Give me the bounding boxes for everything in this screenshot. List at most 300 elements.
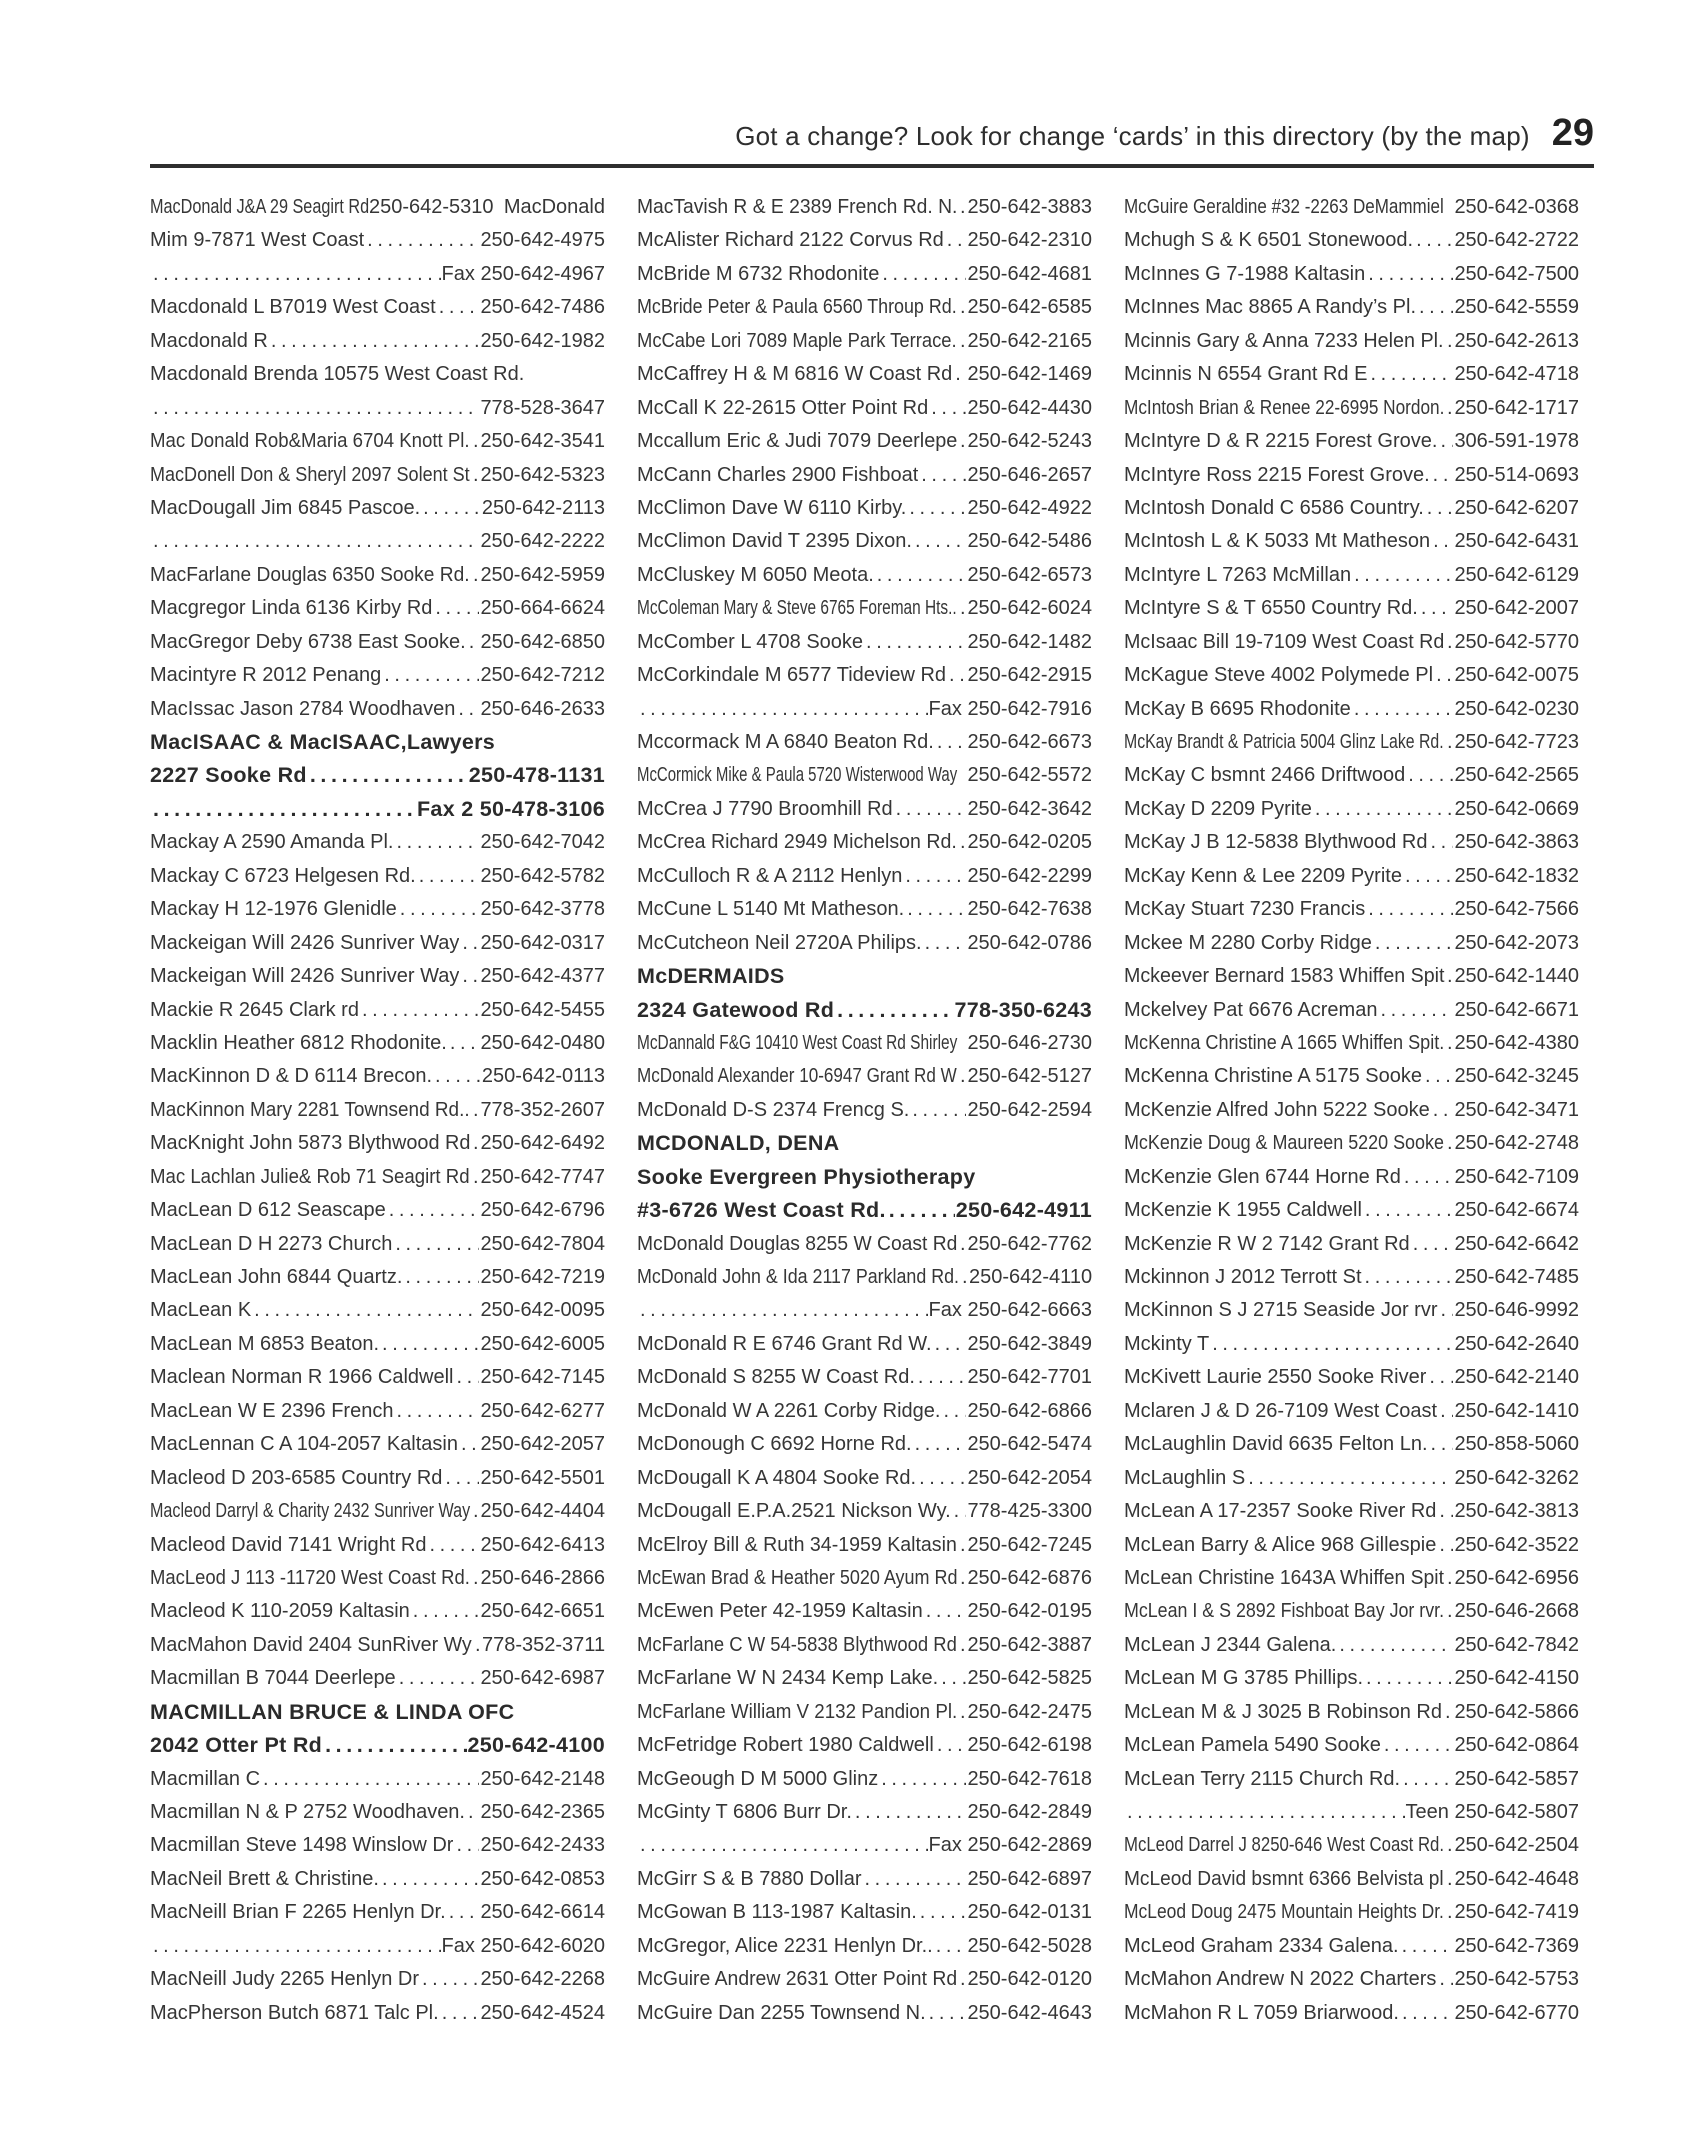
entry-phone: 250-642-0195 bbox=[967, 1600, 1092, 1623]
directory-entry bbox=[1124, 1428, 1579, 1461]
directory-entry bbox=[1124, 1094, 1579, 1127]
directory-entry bbox=[1124, 1328, 1579, 1361]
entry-phone: 250-642-2849 bbox=[967, 1801, 1092, 1823]
entry-phone: 250-642-5770 bbox=[1454, 630, 1579, 653]
entry-phone: 250-642-0786 bbox=[967, 931, 1092, 954]
dot-leader bbox=[1421, 592, 1454, 625]
entry-phone: 250-642-7419 bbox=[1454, 1901, 1579, 1924]
entry-name: Mcinnis N 6554 Grant Rd E bbox=[1124, 363, 1368, 386]
entry-name: Mac Lachlan Julie& Rob 71 Seagirt Rd bbox=[150, 1165, 470, 1188]
entry-phone: 250-642-5825 bbox=[967, 1667, 1092, 1690]
entry-name: McCune L 5140 Mt Matheson. bbox=[637, 898, 905, 921]
dot-leader bbox=[919, 1462, 966, 1495]
dot-leader bbox=[473, 1495, 479, 1528]
dot-leader bbox=[445, 1462, 479, 1495]
dot-leader bbox=[936, 1930, 967, 1963]
entry-phone: 250-642-2594 bbox=[967, 1098, 1092, 1121]
directory-entry bbox=[1124, 659, 1579, 692]
entry-phone: Fax 250-642-7916 bbox=[928, 697, 1092, 720]
dot-leader bbox=[1365, 1194, 1454, 1227]
entry-phone: 250-642-1440 bbox=[1454, 965, 1579, 988]
dot-leader bbox=[473, 459, 479, 492]
directory-entry bbox=[637, 1796, 1092, 1829]
directory-entry bbox=[150, 1228, 605, 1261]
dot-leader bbox=[389, 1194, 480, 1227]
directory-entry bbox=[1124, 726, 1579, 759]
directory-entry bbox=[150, 1428, 605, 1461]
dot-leader bbox=[1315, 793, 1454, 826]
entry-phone: 250-642-2165 bbox=[967, 329, 1092, 352]
dot-leader bbox=[473, 1562, 479, 1595]
dot-leader bbox=[405, 1261, 479, 1294]
entry-phone: 250-642-4643 bbox=[967, 2001, 1092, 2024]
directory-entry bbox=[637, 1228, 1092, 1261]
entry-phone: 250-642-4648 bbox=[1454, 1867, 1579, 1890]
entry-phone: 250-642-6413 bbox=[480, 1533, 605, 1556]
entry-phone: 250-642-6431 bbox=[1454, 530, 1579, 553]
entry-phone: 250-642-3541 bbox=[480, 430, 605, 453]
directory-entry bbox=[150, 626, 605, 659]
entry-phone: 250-642-5753 bbox=[1454, 1968, 1579, 1991]
entry-phone: 250-642-2748 bbox=[1454, 1132, 1579, 1155]
directory-entry bbox=[150, 559, 605, 592]
entry-name: McKenzie Glen 6744 Horne Rd bbox=[1124, 1165, 1401, 1188]
dot-leader bbox=[837, 994, 953, 1027]
directory-entry bbox=[637, 726, 1092, 759]
entry-phone: 250-642-7566 bbox=[1454, 898, 1579, 921]
directory-entry bbox=[1124, 1696, 1579, 1729]
entry-phone: 250-642-7486 bbox=[480, 296, 605, 319]
dot-leader bbox=[473, 1127, 479, 1160]
directory-entry bbox=[637, 927, 1092, 960]
directory-entry bbox=[150, 1328, 605, 1361]
entry-name: McCabe Lori 7089 Maple Park Terrace. bbox=[637, 329, 957, 352]
dot-leader bbox=[640, 693, 928, 726]
dot-leader bbox=[960, 1529, 966, 1562]
directory-entry bbox=[150, 960, 605, 993]
directory-entry bbox=[1124, 1161, 1579, 1194]
dot-leader bbox=[1127, 1796, 1405, 1829]
entry-name: McLeod Darrel J 8250-646 West Coast Rd. bbox=[1124, 1834, 1445, 1857]
entry-name: McLean Barry & Alice 968 Gillespie bbox=[1124, 1533, 1437, 1556]
entry-phone: 250-478-1131 bbox=[468, 763, 605, 788]
entry-name: McKay Brandt & Patricia 5004 Glinz Lake Rd. bbox=[1124, 731, 1444, 753]
dot-leader bbox=[1354, 693, 1454, 726]
dot-leader bbox=[921, 459, 966, 492]
dot-leader bbox=[458, 693, 479, 726]
directory-entry bbox=[150, 492, 605, 525]
entry-phone: 250-642-6492 bbox=[480, 1132, 605, 1155]
entry-phone: 250-642-2365 bbox=[480, 1801, 605, 1823]
entry-phone: 250-642-3522 bbox=[1454, 1533, 1579, 1556]
entry-phone: 250-646-2866 bbox=[480, 1566, 605, 1589]
entry-name: McIntyre Ross 2215 Forest Grove. bbox=[1124, 463, 1430, 486]
dot-leader bbox=[1248, 1462, 1453, 1495]
dot-leader bbox=[439, 291, 480, 324]
directory-entry bbox=[150, 291, 605, 324]
directory-entry bbox=[150, 893, 605, 926]
directory-entry bbox=[637, 1328, 1092, 1361]
directory-entry bbox=[637, 358, 1092, 391]
dot-leader bbox=[1447, 1829, 1453, 1862]
entry-phone: 250-642-5559 bbox=[1454, 296, 1579, 319]
directory-entry bbox=[637, 559, 1092, 592]
entry-name: McDougall K A 4804 Sooke Rd. bbox=[637, 1466, 917, 1489]
entry-phone: 250-642-6850 bbox=[480, 630, 605, 653]
entry-name: McLeod Doug 2475 Mountain Heights Dr. bbox=[1124, 1901, 1444, 1924]
dot-leader bbox=[960, 1696, 966, 1729]
dot-leader bbox=[254, 1294, 479, 1327]
dot-leader bbox=[1447, 1863, 1453, 1896]
directory-entry bbox=[637, 1027, 1092, 1060]
entry-name: MACMILLAN BRUCE & LINDA OFC bbox=[150, 1699, 515, 1724]
entry-phone: 250-642-6642 bbox=[1454, 1232, 1579, 1255]
entry-phone: 250-642-6198 bbox=[967, 1734, 1092, 1757]
dot-leader bbox=[153, 793, 416, 826]
dot-leader bbox=[1354, 559, 1453, 592]
entry-phone: 250-642-1717 bbox=[1454, 396, 1579, 419]
entry-phone: 250-642-2475 bbox=[967, 1700, 1092, 1723]
directory-entry bbox=[1124, 559, 1579, 592]
entry-phone: 250-642-4922 bbox=[967, 496, 1092, 519]
entry-name: McComber L 4708 Sooke bbox=[637, 630, 864, 653]
entry-phone: 250-642-7842 bbox=[1454, 1633, 1579, 1656]
entry-phone: 250-642-4718 bbox=[1454, 363, 1579, 386]
entry-name: Mckinnon J 2012 Terrott St bbox=[1124, 1266, 1362, 1288]
entry-phone: 250-642-0864 bbox=[1454, 1734, 1579, 1757]
entry-name: Macklin Heather 6812 Rhodonite. bbox=[150, 1031, 447, 1054]
entry-phone: 250-642-0669 bbox=[1454, 797, 1579, 820]
directory-entry bbox=[637, 1294, 1092, 1327]
entry-name: McGinty T 6806 Burr Dr. bbox=[637, 1801, 852, 1823]
directory-entry bbox=[637, 325, 1092, 358]
directory-entry bbox=[150, 592, 605, 625]
directory-entry bbox=[150, 793, 605, 826]
dot-leader bbox=[1416, 224, 1453, 257]
directory-entry bbox=[150, 994, 605, 1027]
entry-phone: 250-642-7212 bbox=[480, 664, 605, 687]
directory-entry bbox=[150, 459, 605, 492]
dot-leader bbox=[153, 1930, 441, 1963]
directory-entry bbox=[150, 1060, 605, 1093]
dot-leader bbox=[1447, 726, 1453, 759]
entry-name: Mackeigan Will 2426 Sunriver Way bbox=[150, 931, 460, 954]
entry-name: McKenna Christine A 5175 Sooke bbox=[1124, 1065, 1422, 1088]
entry-phone: 250-642-3883 bbox=[967, 196, 1092, 218]
entry-phone: 250-642-0113 bbox=[481, 1065, 605, 1088]
entry-name: McKenzie K 1955 Caldwell bbox=[1124, 1199, 1362, 1222]
dot-leader bbox=[955, 358, 966, 391]
entry-name: McMahon R L 7059 Briarwood. bbox=[1124, 2001, 1399, 2024]
entry-phone: 250-642-7109 bbox=[1454, 1165, 1579, 1188]
entry-phone: 250-858-5060 bbox=[1454, 1433, 1579, 1456]
dot-leader bbox=[1447, 1562, 1453, 1595]
directory-entry bbox=[1124, 325, 1579, 358]
entry-name: McDERMAIDS bbox=[637, 964, 785, 989]
dot-leader bbox=[473, 1161, 479, 1194]
directory-entry bbox=[637, 994, 1092, 1027]
directory-entry bbox=[150, 1361, 605, 1394]
directory-entry bbox=[637, 1495, 1092, 1528]
entry-name: McLean I & S 2892 Fishboat Bay Jor rvr. bbox=[1124, 1600, 1445, 1623]
header-rule bbox=[150, 164, 1594, 168]
directory-entry bbox=[637, 793, 1092, 826]
entry-phone: 250-642-2054 bbox=[967, 1466, 1092, 1489]
entry-phone: 250-642-5127 bbox=[967, 1065, 1092, 1088]
entry-name: Mackay C 6723 Helgesen Rd. bbox=[150, 864, 416, 887]
directory-entry bbox=[150, 1395, 605, 1428]
directory-entry bbox=[1124, 191, 1579, 224]
entry-name: MacKinnon D & D 6114 Brecon. bbox=[150, 1065, 433, 1088]
entry-phone: 250-642-5243 bbox=[967, 430, 1092, 453]
entry-phone: 250-642-5028 bbox=[967, 1934, 1092, 1957]
entry-phone: 250-642-5866 bbox=[1454, 1700, 1579, 1723]
entry-phone: 250-646-2633 bbox=[480, 697, 605, 720]
dot-leader bbox=[473, 425, 479, 458]
entry-name: MacLean K bbox=[150, 1299, 252, 1322]
directory-entry bbox=[637, 392, 1092, 425]
entry-name: MCDONALD, DENA bbox=[637, 1131, 840, 1156]
entry-phone: 250-642-2310 bbox=[967, 229, 1092, 252]
entry-name: McLean A 17-2357 Sooke River Rd bbox=[1124, 1500, 1437, 1523]
entry-name: McKay D 2209 Pyrite bbox=[1124, 797, 1312, 820]
directory-entry bbox=[1124, 1228, 1579, 1261]
directory-entry bbox=[150, 1963, 605, 1996]
entry-name: McIntosh Donald C 6586 Country. bbox=[1124, 496, 1424, 519]
entry-name: McKenna Christine A 1665 Whiffen Spit. bbox=[1124, 1031, 1445, 1054]
directory-entry bbox=[1124, 626, 1579, 659]
directory-entry bbox=[150, 1896, 605, 1929]
dot-leader bbox=[153, 525, 479, 558]
directory-entry bbox=[150, 1027, 605, 1060]
directory-entry bbox=[637, 1729, 1092, 1762]
dot-leader bbox=[1403, 1763, 1453, 1796]
entry-name: McClimon Dave W 6110 Kirby. bbox=[637, 496, 907, 519]
entry-name: McInnes Mac 8865 A Randy’s Pl. bbox=[1124, 296, 1417, 319]
entry-name: McGuire Andrew 2631 Otter Point Rd bbox=[637, 1968, 958, 1991]
directory-entry bbox=[637, 893, 1092, 926]
entry-phone: 250-642-5310 bbox=[369, 196, 494, 218]
entry-phone: Teen 250-642-5807 bbox=[1405, 1801, 1579, 1823]
entry-name: 2324 Gatewood Rd bbox=[637, 997, 835, 1022]
directory-entry bbox=[150, 358, 605, 391]
dot-leader bbox=[1447, 626, 1453, 659]
dot-leader bbox=[960, 1963, 966, 1996]
entry-name: McIntosh Brian & Renee 22-6995 Nordon. bbox=[1124, 396, 1445, 419]
entry-phone: 250-642-3262 bbox=[1454, 1466, 1579, 1489]
entry-name: MacLean M 6853 Beaton. bbox=[150, 1332, 380, 1355]
entry-name: McKay Stuart 7230 Francis bbox=[1124, 898, 1366, 921]
directory-entry bbox=[150, 826, 605, 859]
entry-phone: 250-642-0317 bbox=[480, 931, 605, 954]
dot-leader bbox=[435, 1060, 481, 1093]
entry-phone: 250-642-5572 bbox=[967, 764, 1092, 787]
dot-leader bbox=[1439, 1529, 1453, 1562]
entry-name: McKenzie R W 2 7142 Grant Rd bbox=[1124, 1232, 1410, 1255]
entry-phone: 250-642-6987 bbox=[480, 1667, 605, 1690]
directory-entry bbox=[150, 860, 605, 893]
entry-phone: 250-646-9992 bbox=[1454, 1299, 1579, 1322]
entry-name: McDonald Alexander 10-6947 Grant Rd W bbox=[637, 1065, 957, 1088]
dot-leader bbox=[1380, 994, 1453, 1027]
directory-entry bbox=[1124, 1997, 1579, 2030]
directory-entry bbox=[1124, 1529, 1579, 1562]
entry-name: McClimon David T 2395 Dixon. bbox=[637, 530, 912, 553]
entry-name: McKay C bsmnt 2466 Driftwood bbox=[1124, 764, 1406, 787]
entry-name: Macgregor Linda 6136 Kirby Rd bbox=[150, 597, 433, 620]
directory-entry bbox=[1124, 1629, 1579, 1662]
dot-leader bbox=[1447, 392, 1453, 425]
dot-leader bbox=[865, 1863, 967, 1896]
entry-phone: 250-642-5782 bbox=[480, 864, 605, 887]
directory-entry bbox=[637, 1127, 1092, 1160]
entry-name: MacDougall Jim 6845 Pascoe. bbox=[150, 496, 421, 519]
entry-name: McCall K 22-2615 Otter Point Rd bbox=[637, 396, 929, 419]
entry-phone: 250-642-0853 bbox=[480, 1867, 605, 1890]
entry-phone: Fax 250-642-4967 bbox=[441, 262, 605, 285]
entry-phone: 250-642-6024 bbox=[967, 597, 1092, 620]
directory-entry bbox=[637, 258, 1092, 291]
directory-entry bbox=[150, 1997, 605, 2030]
entry-phone: 250-642-4377 bbox=[480, 965, 605, 988]
entry-phone: 306-591-1978 bbox=[1454, 430, 1579, 453]
dot-leader bbox=[877, 559, 967, 592]
dot-leader bbox=[263, 1763, 479, 1796]
dot-leader bbox=[1431, 826, 1454, 859]
directory-entry bbox=[637, 860, 1092, 893]
entry-phone: Fax 250-642-6663 bbox=[928, 1299, 1092, 1322]
entry-name: McCormick Mike & Paula 5720 Wisterwood Way bbox=[637, 764, 958, 787]
directory-entry bbox=[150, 1763, 605, 1796]
directory-entry bbox=[637, 1261, 1092, 1294]
entry-name: MacLean W E 2396 French bbox=[150, 1399, 394, 1422]
entry-phone: 250-642-5474 bbox=[967, 1433, 1092, 1456]
dot-leader bbox=[1366, 1662, 1453, 1695]
entry-phone: 250-642-4524 bbox=[480, 2001, 605, 2024]
entry-phone: 250-642-6897 bbox=[967, 1867, 1092, 1890]
dot-leader bbox=[881, 1763, 966, 1796]
dot-leader bbox=[866, 626, 966, 659]
dot-leader bbox=[896, 793, 967, 826]
directory-entry bbox=[637, 1161, 1092, 1194]
directory-entry bbox=[1124, 358, 1579, 391]
entry-name: McFarlane C W 54-5838 Blythwood Rd bbox=[637, 1633, 957, 1656]
entry-name: MacMahon David 2404 SunRiver Wy bbox=[150, 1633, 472, 1656]
entry-phone: 250-642-1982 bbox=[480, 329, 605, 352]
entry-name: McKenzie Alfred John 5222 Sooke bbox=[1124, 1098, 1430, 1121]
entry-phone: 250-514-0693 bbox=[1454, 463, 1579, 486]
entry-phone: 250-642-2613 bbox=[1454, 329, 1579, 352]
entry-name: McInnes G 7-1988 Kaltasin bbox=[1124, 262, 1366, 285]
entry-name: McGuire Dan 2255 Townsend N. bbox=[637, 2001, 926, 2024]
dot-leader bbox=[153, 392, 479, 425]
dot-leader bbox=[1447, 960, 1453, 993]
entry-phone: 250-642-1832 bbox=[1454, 864, 1579, 887]
entry-phone: 250-642-7638 bbox=[967, 898, 1092, 921]
dot-leader bbox=[882, 258, 966, 291]
entry-name: Macleod D 203-6585 Country Rd bbox=[150, 1466, 443, 1489]
entry-phone: 250-642-4404 bbox=[480, 1500, 605, 1523]
entry-name: McLaughlin David 6635 Felton Ln. bbox=[1124, 1433, 1428, 1456]
dot-leader bbox=[931, 392, 966, 425]
directory-entry bbox=[150, 1462, 605, 1495]
directory-entry bbox=[637, 1863, 1092, 1896]
directory-entry bbox=[150, 1829, 605, 1862]
entry-phone: 250-642-7747 bbox=[480, 1165, 605, 1188]
directory-column-2 bbox=[637, 191, 1092, 2030]
dot-leader bbox=[1368, 258, 1453, 291]
directory-entry bbox=[637, 1060, 1092, 1093]
entry-name: Mckinty T bbox=[1124, 1332, 1210, 1355]
dot-leader bbox=[271, 325, 480, 358]
directory-entry bbox=[1124, 1027, 1579, 1060]
entry-name: McCorkindale M 6577 Tideview Rd bbox=[637, 664, 947, 687]
dot-leader bbox=[310, 759, 468, 792]
directory-entry bbox=[1124, 1361, 1579, 1394]
entry-phone: 250-642-2504 bbox=[1454, 1834, 1579, 1857]
entry-phone: 250-642-5959 bbox=[480, 563, 605, 586]
dot-leader bbox=[1408, 759, 1453, 792]
entry-phone: 250-642-2640 bbox=[1454, 1332, 1579, 1355]
dot-leader bbox=[367, 224, 479, 257]
directory-entry bbox=[150, 425, 605, 458]
dot-leader bbox=[1447, 1027, 1453, 1060]
entry-phone: 778-352-2607 bbox=[480, 1098, 605, 1121]
directory-entry bbox=[1124, 1595, 1579, 1628]
entry-name: 2227 Sooke Rd bbox=[150, 763, 307, 788]
directory-entry bbox=[150, 1294, 605, 1327]
entry-name: McElroy Bill & Ruth 34-1959 Kaltasin bbox=[637, 1533, 957, 1556]
entry-phone: 250-642-3245 bbox=[1454, 1065, 1579, 1088]
entry-name: Maclean Norman R 1966 Caldwell bbox=[150, 1366, 454, 1389]
dot-leader bbox=[462, 960, 479, 993]
entry-phone: 250-642-2140 bbox=[1454, 1366, 1579, 1389]
dot-leader bbox=[1212, 1328, 1453, 1361]
directory-entry bbox=[637, 1662, 1092, 1695]
entry-name: McDonald S 8255 W Coast Rd. bbox=[637, 1366, 915, 1389]
directory-entry bbox=[637, 1696, 1092, 1729]
dot-leader bbox=[362, 994, 479, 1027]
directory-entry bbox=[150, 726, 605, 759]
entry-phone: 250-642-2722 bbox=[1454, 229, 1579, 252]
entry-phone: 250-642-7500 bbox=[1454, 262, 1579, 285]
dot-leader bbox=[889, 1194, 955, 1227]
entry-name: MacDonald J&A 29 Seagirt Rd bbox=[150, 196, 370, 218]
entry-phone: 250-642-0120 bbox=[967, 1968, 1092, 1991]
entry-phone: 250-642-4150 bbox=[1454, 1667, 1579, 1690]
dot-leader bbox=[960, 826, 966, 859]
directory-entry bbox=[1124, 693, 1579, 726]
entry-phone: 250-642-2073 bbox=[1454, 931, 1579, 954]
entry-name: Mckelvey Pat 6676 Acreman bbox=[1124, 998, 1378, 1021]
entry-name: Mccallum Eric & Judi 7079 Deerlepe bbox=[637, 430, 958, 453]
entry-name: McDonald D-S 2374 Frencg S. bbox=[637, 1098, 910, 1121]
entry-phone: 250-642-6674 bbox=[1454, 1199, 1579, 1222]
entry-name: McIntyre D & R 2215 Forest Grove. bbox=[1124, 430, 1438, 453]
directory-entry bbox=[150, 191, 605, 224]
directory-column-1 bbox=[150, 191, 605, 2030]
entry-name: MacNeill Brian F 2265 Henlyn Dr. bbox=[150, 1901, 446, 1924]
entry-name: Sooke Evergreen Physiotherapy bbox=[637, 1164, 976, 1189]
entry-phone: 250-642-6005 bbox=[480, 1332, 605, 1355]
dot-leader bbox=[960, 1228, 966, 1261]
directory-entry bbox=[637, 224, 1092, 257]
entry-phone: 250-642-0480 bbox=[480, 1031, 605, 1054]
entry-name: McCaffrey H & M 6816 W Coast Rd bbox=[637, 363, 953, 386]
dot-leader bbox=[954, 1495, 967, 1528]
dot-leader bbox=[325, 1729, 466, 1762]
entry-name: McGowan B 113-1987 Kaltasin. bbox=[637, 1901, 917, 1924]
